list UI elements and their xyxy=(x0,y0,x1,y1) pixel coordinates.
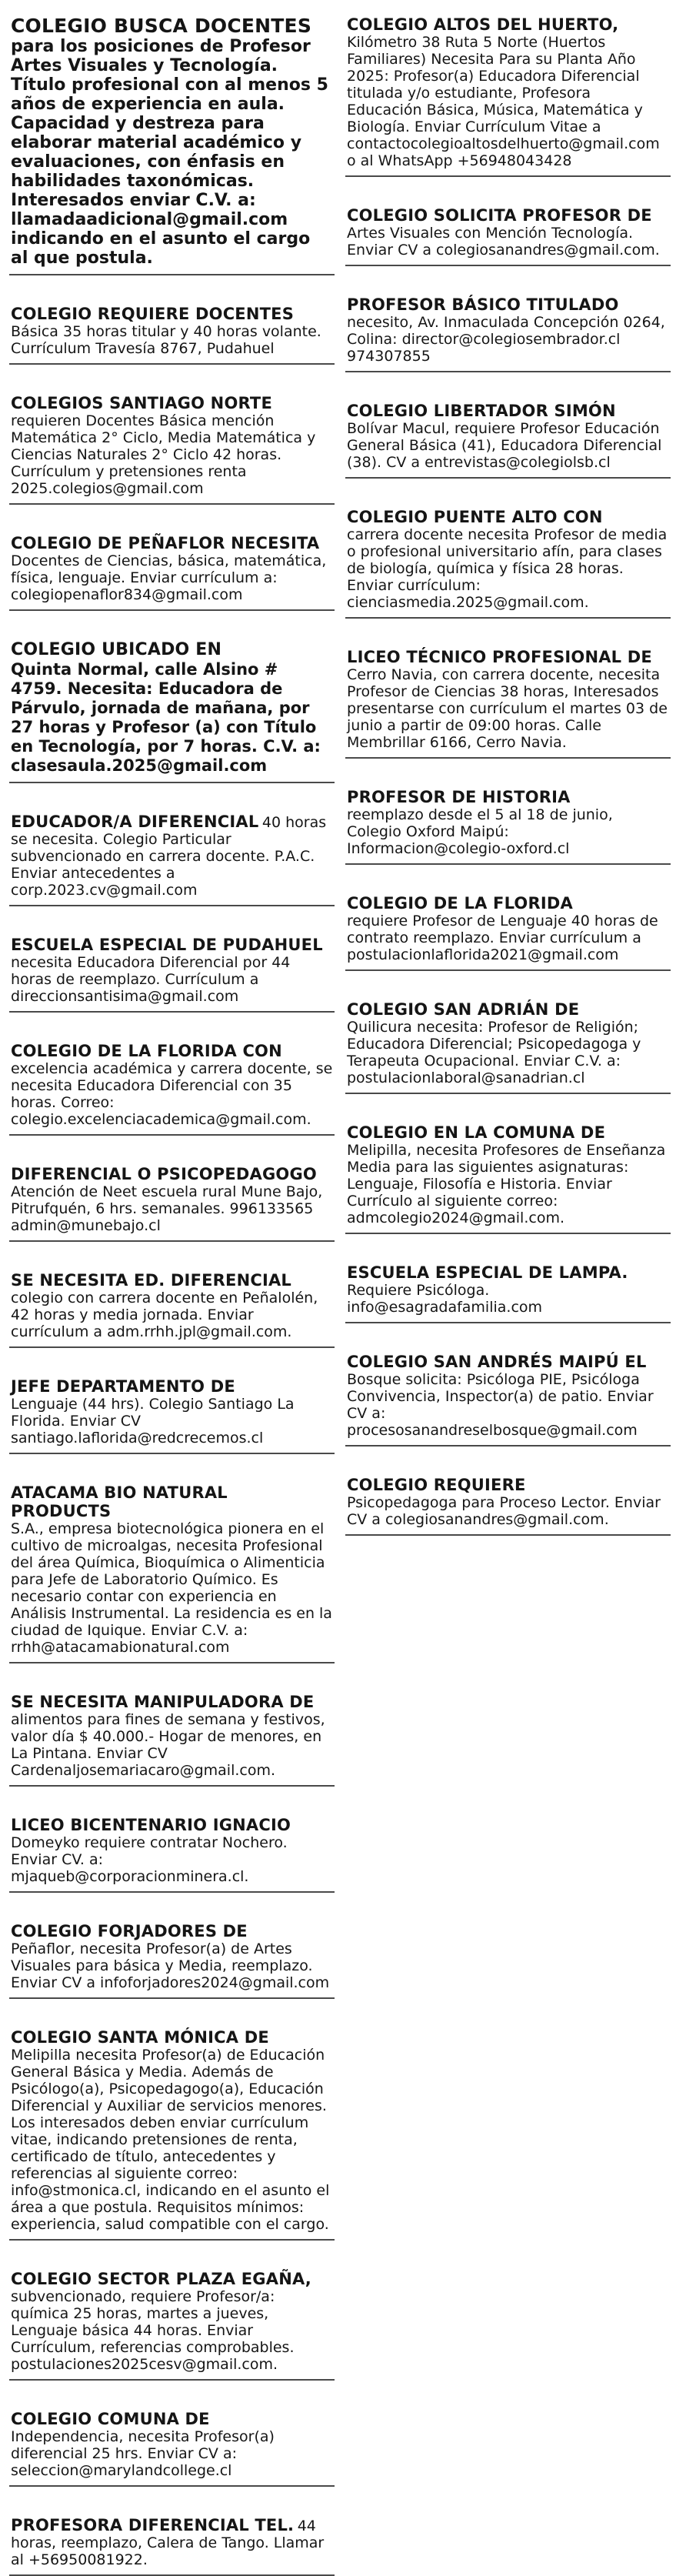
ad-body: necesita Educadora Diferencial por 44 horas de reemplazo. Currículum a direccionsantisima@gmail.com xyxy=(11,954,291,1005)
classified-ad xyxy=(345,1259,671,1323)
classified-ad xyxy=(9,1160,335,1242)
ad-body: Melipilla, necesita Profesores de Enseñanza Media para las siguientes asignaturas: Lenguaje, Filosofía e Historia. Enviar Currículo al siguiente correo: admcolegio2024@gmail.com. xyxy=(347,1142,666,1226)
ad-body: Quinta Normal, calle Alsino # 4759. Necesita: Educadora de Párvulo, jornada de mañana, por 27 horas y Profesor (a) con Título en Tecnología, por 7 horas. C.V. a: clasesaula.2025@gmail.com xyxy=(11,660,321,775)
classified-ad xyxy=(9,2024,335,2241)
ad-title: COLEGIO PUENTE ALTO CON xyxy=(347,508,603,526)
ad-title: ESCUELA ESPECIAL DE PUDAHUEL xyxy=(11,936,323,954)
classified-ad xyxy=(345,1119,671,1234)
classified-ad xyxy=(9,529,335,611)
ad-body: reemplazo desde el 5 al 18 de junio, Colegio Oxford Maipú: Informacion@colegio-oxford.cl xyxy=(347,806,613,857)
ad-title: EDUCADOR/A DIFERENCIAL xyxy=(11,813,259,831)
classified-ad xyxy=(345,783,671,865)
ad-body: alimentos para fines de semana y festivos, valor día $ 40.000.- Hogar de menores, en La Pintana. Enviar CV Cardenaljosemariacaro@gmail.com. xyxy=(11,1711,325,1779)
ad-body: Lenguaje (44 hrs). Colegio Santiago La Florida. Enviar CV santiago.laflorida@redcrecemos.cl xyxy=(11,1396,295,1446)
ad-title: LICEO BICENTENARIO IGNACIO xyxy=(11,1816,291,1834)
ad-title: COLEGIO LIBERTADOR SIMÓN xyxy=(347,402,616,420)
classified-ad xyxy=(9,808,335,906)
ad-body: colegio con carrera docente en Peñalolén, 42 horas y media jornada. Enviar currículum a adm.rrhh.jpl@gmail.com. xyxy=(11,1290,318,1340)
ad-title: PROFESORA DIFERENCIAL TEL. xyxy=(11,2516,295,2534)
ad-title: PROFESOR BÁSICO TITULADO xyxy=(347,295,619,314)
ad-body: necesito, Av. Inmaculada Concepción 0264, Colina: director@colegiosembrador.cl 974307855 xyxy=(347,314,665,365)
classified-ad xyxy=(9,2405,335,2487)
ad-body: Peñaflor, necesita Profesor(a) de Artes Visuales para básica y Media, reemplazo. Enviar CV a infoforjadores2024@gmail.com xyxy=(11,1940,330,1991)
left-column xyxy=(9,11,335,2568)
ad-body: 40 horas se necesita. Colegio Particular subvencionado en carrera docente. P.A.C. Enviar antecedentes a corp.2023.cv@gmail.com xyxy=(11,814,327,899)
ad-title: COLEGIOS SANTIAGO NORTE xyxy=(11,394,272,412)
ad-body: Independencia, necesita Profesor(a) diferencial 25 hrs. Enviar CV a: seleccion@marylandcollege.cl xyxy=(11,2428,275,2479)
ad-title: JEFE DEPARTAMENTO DE xyxy=(11,1377,235,1396)
classified-ad xyxy=(345,397,671,479)
ad-body: 44 horas, reemplazo, Calera de Tango. Llamar al +56950081922. xyxy=(11,2518,325,2568)
classified-ad xyxy=(345,202,671,266)
ad-title: COLEGIO BUSCA DOCENTES xyxy=(11,15,312,37)
classified-ad xyxy=(345,1471,671,1536)
ad-body: Artes Visuales con Mención Tecnología. Enviar CV a colegiosanandres@gmail.com. xyxy=(347,225,660,259)
classified-ad xyxy=(9,389,335,505)
ad-body: Bosque solicita: Psicóloga PIE, Psicóloga Convivencia, Inspector(a) de patio. Enviar CV a: procesosanandreselbosque@gmail.com xyxy=(347,1371,654,1439)
ad-title: COLEGIO ALTOS DEL HUERTO, xyxy=(347,15,619,34)
ad-title: LICEO TÉCNICO PROFESIONAL DE xyxy=(347,648,652,666)
ad-body: Bolívar Macul, requiere Profesor Educación General Básica (41), Educadora Diferencial (38). CV a entrevistas@colegiolsb.cl xyxy=(347,420,662,471)
ad-body: Kilómetro 38 Ruta 5 Norte (Huertos Familiares) Necesita Para su Planta Año 2025: Profesor(a) Educadora Diferencial titulada y/o estudiante, Profesora Educación Básica, Música, Matemática y Biología. Enviar Currículum Vitae a contactocolegioaltosdelhuerto@gmail.com o al WhatsApp +56948043428 xyxy=(347,34,660,169)
classified-ad xyxy=(9,11,335,275)
classified-ad xyxy=(9,1917,335,1999)
classified-ad xyxy=(9,1811,335,1893)
classified-ad xyxy=(345,503,671,619)
classified-ad xyxy=(9,636,335,783)
classified-ad xyxy=(9,1373,335,1454)
ad-title: SE NECESITA ED. DIFERENCIAL xyxy=(11,1271,292,1290)
ad-body: carrera docente necesita Profesor de media o profesional universitario afín, para clases de biología, química y física 28 horas. Enviar currículum: cienciasmedia.2025@gmail.com. xyxy=(347,526,668,611)
ad-title: COLEGIO REQUIERE xyxy=(347,1476,526,1494)
classified-ad xyxy=(9,1688,335,1787)
ad-body: Cerro Navia, con carrera docente, necesita Profesor de Ciencias 38 horas, Interesados presentarse con currículum el martes 03 de junio a partir de 09:00 horas. Calle Membrillar 6166, Cerro Navia. xyxy=(347,666,668,751)
ad-body: requieren Docentes Básica mención Matemática 2° Ciclo, Media Matemática y Ciencias Naturales 2° Ciclo 42 horas. Currículum y pretensiones renta 2025.colegios@gmail.com xyxy=(11,412,316,497)
classified-ad xyxy=(9,2511,335,2576)
ad-title: COLEGIO SAN ADRIÁN DE xyxy=(347,1000,580,1019)
classified-ad xyxy=(345,1348,671,1446)
classified-ad xyxy=(9,931,335,1013)
ad-title: COLEGIO FORJADORES DE xyxy=(11,1922,248,1940)
ad-title: DIFERENCIAL O PSICOPEDAGOGO xyxy=(11,1165,317,1183)
classified-ad xyxy=(9,1266,335,1348)
classified-ad xyxy=(345,11,671,177)
ad-body: Quilicura necesita: Profesor de Religión; Educadora Diferencial; Psicopedagoga y Terapeuta Ocupacional. Enviar C.V. a: postulacionlaboral@sanadrian.cl xyxy=(347,1019,641,1086)
ad-title: ESCUELA ESPECIAL DE LAMPA. xyxy=(347,1263,628,1282)
classified-ad xyxy=(9,1479,335,1663)
classified-ad xyxy=(345,643,671,759)
ad-body: para los posiciones de Profesor Artes Visuales y Tecnología. Título profesional con al menos 5 años de experiencia en aula. Capacidad y destreza para elaborar material académico y evaluaciones, con énfasis en habilidades taxonómicas. Interesados enviar C.V. a: llamadaadicional@gmail.com indicando en el asunto el cargo al que postula. xyxy=(11,37,328,268)
ad-title: COLEGIO REQUIERE DOCENTES xyxy=(11,305,295,323)
classified-ad xyxy=(345,291,671,372)
ad-title: COLEGIO SECTOR PLAZA EGAÑA, xyxy=(11,2270,311,2288)
ad-title: COLEGIO EN LA COMUNA DE xyxy=(347,1123,606,1142)
ad-body: requiere Profesor de Lenguaje 40 horas de contrato reemplazo. Enviar currículum a postulacionlaflorida2021@gmail.com xyxy=(347,913,658,963)
ad-body: S.A., empresa biotecnológica pionera en el cultivo de microalgas, necesita Profesional del área Química, Bioquímica o Alimenticia para Jefe de Laboratorio Químico. Es necesario contar con experiencia en Análisis Instrumental. La residencia es en la ciudad de Iquique. Enviar C.V. a: rrhh@atacamabionatural.com xyxy=(11,1520,332,1656)
ad-body: Atención de Neet escuela rural Mune Bajo, Pitrufquén, 6 hrs. semanales. 996133565 admin@munebajo.cl xyxy=(11,1183,323,1234)
ad-title: COLEGIO DE LA FLORIDA xyxy=(347,894,573,913)
ad-body: subvencionado, requiere Profesor/a: química 25 horas, martes a jueves, Lenguaje básica 44 horas. Enviar Currículum, referencias comprobables. postulaciones2025cesv@gmail.com. xyxy=(11,2288,295,2373)
classified-ad xyxy=(345,996,671,1094)
classified-ad xyxy=(9,300,335,365)
ad-body: Requiere Psicóloga. info@esagradafamilia.com xyxy=(347,1282,543,1316)
ad-title: SE NECESITA MANIPULADORA DE xyxy=(11,1693,315,1711)
ad-body: excelencia académica y carrera docente, se necesita Educadora Diferencial con 35 horas. Correo: colegio.excelenciacademica@gmail.com. xyxy=(11,1060,333,1128)
ad-title: COLEGIO COMUNA DE xyxy=(11,2410,210,2428)
ad-body: Docentes de Ciencias, básica, matemática, física, lenguaje. Enviar currículum a: colegiopenaflor834@gmail.com xyxy=(11,552,327,603)
ad-title: PROFESOR DE HISTORIA xyxy=(347,788,571,806)
ad-title: COLEGIO DE LA FLORIDA CON xyxy=(11,1042,282,1060)
ad-body: Melipilla necesita Profesor(a) de Educación General Básica y Media. Además de Psicólogo(a), Psicopedagogo(a), Educación Diferencial y Auxiliar de servicios menores. Los interesados deben enviar currículum vitae, indicando pretensiones de renta, certificado de título, antecedentes y referencias al siguiente correo: info@stmonica.cl, indicando en el asunto el área a que postula. Requisitos mínimos: experiencia, salud compatible con el cargo. xyxy=(11,2047,330,2233)
ad-title: COLEGIO DE PEÑAFLOR NECESITA xyxy=(11,534,320,552)
ad-body: Domeyko requiere contratar Nochero. Enviar CV. a: mjaqueb@corporacionminera.cl. xyxy=(11,1834,288,1885)
ad-title: COLEGIO SAN ANDRÉS MAIPÚ EL xyxy=(347,1353,647,1371)
ad-title: ATACAMA BIO NATURAL PRODUCTS xyxy=(11,1483,228,1520)
ad-title: COLEGIO UBICADO EN xyxy=(11,640,222,659)
classified-ad xyxy=(9,1037,335,1136)
ad-body: Básica 35 horas titular y 40 horas volante. Currículum Travesía 8767, Pudahuel xyxy=(11,323,321,357)
right-column xyxy=(345,11,671,2538)
classified-ad xyxy=(9,2265,335,2381)
ad-body: Psicopedagoga para Proceso Lector. Enviar CV a colegiosanandres@gmail.com. xyxy=(347,1494,661,1528)
ad-title: COLEGIO SOLICITA PROFESOR DE xyxy=(347,206,652,225)
classified-ad xyxy=(345,889,671,971)
ad-title: COLEGIO SANTA MÓNICA DE xyxy=(11,2028,269,2047)
